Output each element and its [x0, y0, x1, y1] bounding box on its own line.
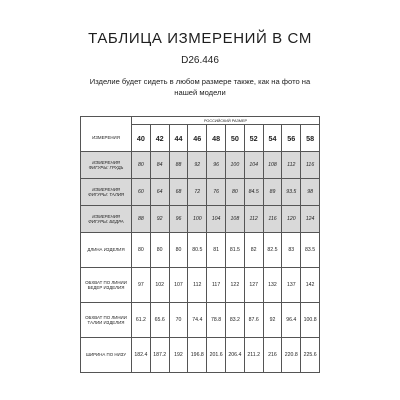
value-cell: 196.8: [188, 338, 207, 373]
value-cell: 96: [207, 152, 226, 179]
value-cell: 182.4: [132, 338, 151, 373]
table-row: [81, 268, 320, 303]
row-label: ИЗМЕРЕНИЯ ФИГУРЫ: ТАЛИЯ: [81, 179, 132, 206]
table-group-header-row: [81, 117, 320, 125]
value-cell: 80: [132, 152, 151, 179]
value-cell: 82: [244, 233, 263, 268]
value-cell: 211.2: [244, 338, 263, 373]
value-cell: 87.6: [244, 303, 263, 338]
value-cell: 89: [263, 179, 282, 206]
value-cell: 88: [169, 152, 188, 179]
value-cell: 104: [244, 152, 263, 179]
size-header-cell: 56: [282, 125, 301, 152]
value-cell: 92: [188, 152, 207, 179]
value-cell: 68: [169, 179, 188, 206]
value-cell: 104: [207, 206, 226, 233]
value-cell: 102: [150, 268, 169, 303]
row-label: ИЗМЕРЕНИЯ ФИГУРЫ: ГРУДЬ: [81, 152, 132, 179]
value-cell: 80: [150, 233, 169, 268]
row-label: ШИРИНА ПО НИЗУ: [81, 338, 132, 373]
size-header-cell: 50: [225, 125, 244, 152]
value-cell: 100: [188, 206, 207, 233]
value-cell: 74.4: [188, 303, 207, 338]
value-cell: 80: [225, 179, 244, 206]
value-cell: 100.8: [301, 303, 320, 338]
table-row: [81, 206, 320, 233]
value-cell: 132: [263, 268, 282, 303]
value-cell: 72: [188, 179, 207, 206]
value-cell: 84: [150, 152, 169, 179]
table-row: [81, 338, 320, 373]
value-cell: 225.6: [301, 338, 320, 373]
value-cell: 120: [282, 206, 301, 233]
size-header-cell: 54: [263, 125, 282, 152]
value-cell: 142: [301, 268, 320, 303]
value-cell: 124: [301, 206, 320, 233]
value-cell: 81.5: [225, 233, 244, 268]
size-header-cell: 58: [301, 125, 320, 152]
value-cell: 98: [301, 179, 320, 206]
value-cell: 187.2: [150, 338, 169, 373]
size-header-cell: 52: [244, 125, 263, 152]
row-label: ОБХВАТ ПО ЛИНИИ БЕДЕР ИЗДЕЛИЯ: [81, 268, 132, 303]
value-cell: 112: [188, 268, 207, 303]
value-cell: 122: [225, 268, 244, 303]
table-row: [81, 233, 320, 268]
value-cell: 92: [263, 303, 282, 338]
value-cell: 97: [132, 268, 151, 303]
value-cell: 201.6: [207, 338, 226, 373]
value-cell: 107: [169, 268, 188, 303]
value-cell: 83.2: [225, 303, 244, 338]
value-cell: 93.5: [282, 179, 301, 206]
value-cell: 64: [150, 179, 169, 206]
value-cell: 88: [132, 206, 151, 233]
value-cell: 81: [207, 233, 226, 268]
value-cell: 92: [150, 206, 169, 233]
table-corner-cell: [81, 117, 132, 125]
table-sizes-row: [81, 125, 320, 152]
value-cell: 70: [169, 303, 188, 338]
sizes-row-label: ИЗМЕРЕНИЯ: [81, 125, 132, 152]
value-cell: 83.5: [301, 233, 320, 268]
value-cell: 80: [132, 233, 151, 268]
value-cell: 96: [169, 206, 188, 233]
row-label: ИЗМЕРЕНИЯ ФИГУРЫ: БЕДРА: [81, 206, 132, 233]
value-cell: 82.5: [263, 233, 282, 268]
page-title: ТАБЛИЦА ИЗМЕРЕНИЙ В СМ: [88, 30, 312, 47]
size-header-cell: 46: [188, 125, 207, 152]
value-cell: 61.2: [132, 303, 151, 338]
value-cell: 84.5: [244, 179, 263, 206]
size-header-cell: 40: [132, 125, 151, 152]
table-row: [81, 179, 320, 206]
row-label: ОБХВАТ ПО ЛИНИИ ТАЛИИ ИЗДЕЛИЯ: [81, 303, 132, 338]
fit-note: [80, 76, 320, 98]
value-cell: 220.8: [282, 338, 301, 373]
value-cell: 117: [207, 268, 226, 303]
value-cell: 96.4: [282, 303, 301, 338]
value-cell: 108: [263, 152, 282, 179]
value-cell: 112: [282, 152, 301, 179]
value-cell: 116: [263, 206, 282, 233]
value-cell: 112: [244, 206, 263, 233]
value-cell: 127: [244, 268, 263, 303]
size-table: [80, 116, 320, 373]
value-cell: 83: [282, 233, 301, 268]
value-cell: 116: [301, 152, 320, 179]
fit-note-line-1: Изделие будет сидеть в любом размере также, как на фото на: [89, 77, 311, 86]
fit-note-line-2: нашей модели: [174, 88, 226, 97]
value-cell: 137: [282, 268, 301, 303]
value-cell: 80.5: [188, 233, 207, 268]
value-cell: 216: [263, 338, 282, 373]
row-label: ДЛИНА ИЗДЕЛИЯ: [81, 233, 132, 268]
table-row: [81, 303, 320, 338]
table-row: [81, 152, 320, 179]
size-header-cell: 42: [150, 125, 169, 152]
size-group-header: РОССИЙСКИЙ РАЗМЕР: [132, 117, 320, 125]
size-header-cell: 44: [169, 125, 188, 152]
value-cell: 192: [169, 338, 188, 373]
value-cell: 60: [132, 179, 151, 206]
value-cell: 206.4: [225, 338, 244, 373]
size-header-cell: 48: [207, 125, 226, 152]
value-cell: 78.8: [207, 303, 226, 338]
value-cell: 80: [169, 233, 188, 268]
article-number: D26.446: [181, 55, 219, 66]
value-cell: 108: [225, 206, 244, 233]
value-cell: 65.6: [150, 303, 169, 338]
value-cell: 100: [225, 152, 244, 179]
value-cell: 76: [207, 179, 226, 206]
